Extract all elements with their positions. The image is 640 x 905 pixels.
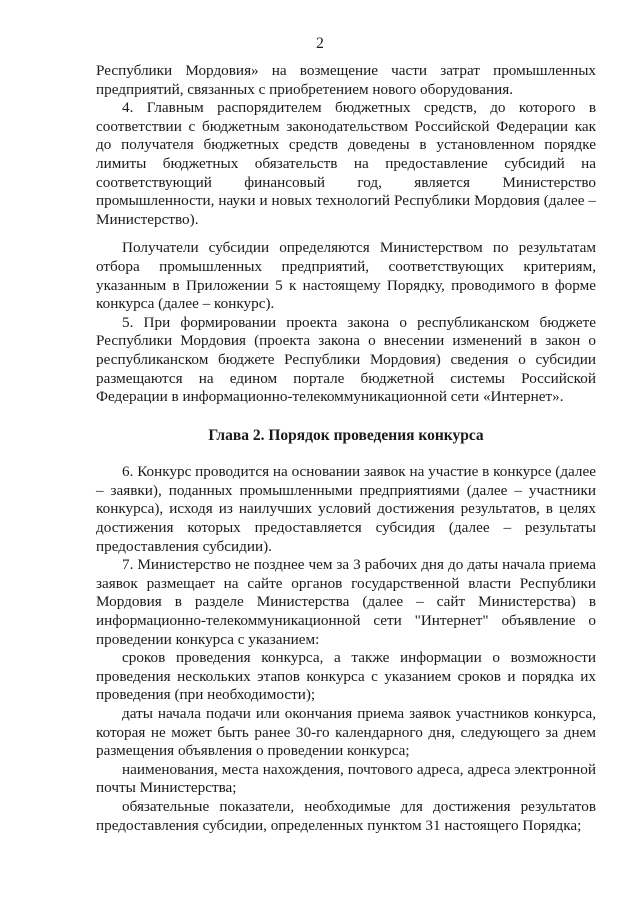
paragraph-clause-4: 4. Главным распорядителем бюджетных средств, до которого в соответствии с бюджетным законодательством Российской Федерации как до получателя бюджетных средств доведены в установленном порядке лимиты бюджетных обязательств на предоставление субсидий на соответствующий финансовый год, является Министерство промышленности, науки и новых технологий Республики Мордовия (далее – Министерство).	[96, 99, 596, 228]
paragraph-continuation: Республики Мордовия» на возмещение части затрат промышленных предприятий, связанных с приобретением нового оборудования.	[96, 62, 596, 98]
paragraph-list-item: обязательные показатели, необходимые для достижения результатов предоставления субсидии, определенных пунктом 31 настоящего Порядка;	[96, 797, 596, 834]
paragraph-recipients: Получатели субсидии определяются Министерством по результатам отбора промышленных предприятий, соответствующих критериям, указанным в Приложении 5 к настоящему Порядку, проводимого в форме конкурса (далее – конкурс).	[96, 239, 596, 313]
page-body	[96, 62, 596, 835]
paragraph-list-item: даты начала подачи или окончания приема заявок участников конкурса, которая не может быть ранее 30-го календарного дня, следующего за днем размещения объявления о проведении конкурса;	[96, 705, 596, 760]
paragraph-clause-6: 6. Конкурс проводится на основании заявок на участие в конкурсе (далее – заявки), поданных промышленными предприятиями (далее – участники конкурса), исходя из наилучших условий достижения результатов, в целях достижения которых предоставляется субсидия (далее – результаты предоставления субсидии).	[96, 463, 596, 555]
paragraph-list-item: сроков проведения конкурса, а также информации о возможности проведения нескольких этапов конкурса с указанием сроков и порядка их проведения (при необходимости);	[96, 649, 596, 704]
page-number: 2	[316, 35, 324, 52]
paragraph-clause-5: 5. При формировании проекта закона о республиканском бюджете Республики Мордовия (проекта закона о внесении изменений в закон о республиканском бюджете Республики Мордовия) сведения о субсидии размещаются на едином портале бюджетной системы Российской Федерации в информационно-телекоммуникационной сети «Интернет».	[96, 313, 596, 406]
chapter-heading: Глава 2. Порядок проведения конкурса	[208, 426, 484, 444]
paragraph-clause-7: 7. Министерство не позднее чем за 3 рабочих дня до даты начала приема заявок размещает на сайте органов государственной власти Республики Мордовия в разделе Министерства (далее – сайт Министерства) в информационно-телекоммуникационной сети "Интернет" объявление о проведении конкурса с указанием:	[96, 556, 596, 648]
paragraph-list-item: наименования, места нахождения, почтового адреса, адреса электронной почты Министерства;	[96, 760, 596, 797]
